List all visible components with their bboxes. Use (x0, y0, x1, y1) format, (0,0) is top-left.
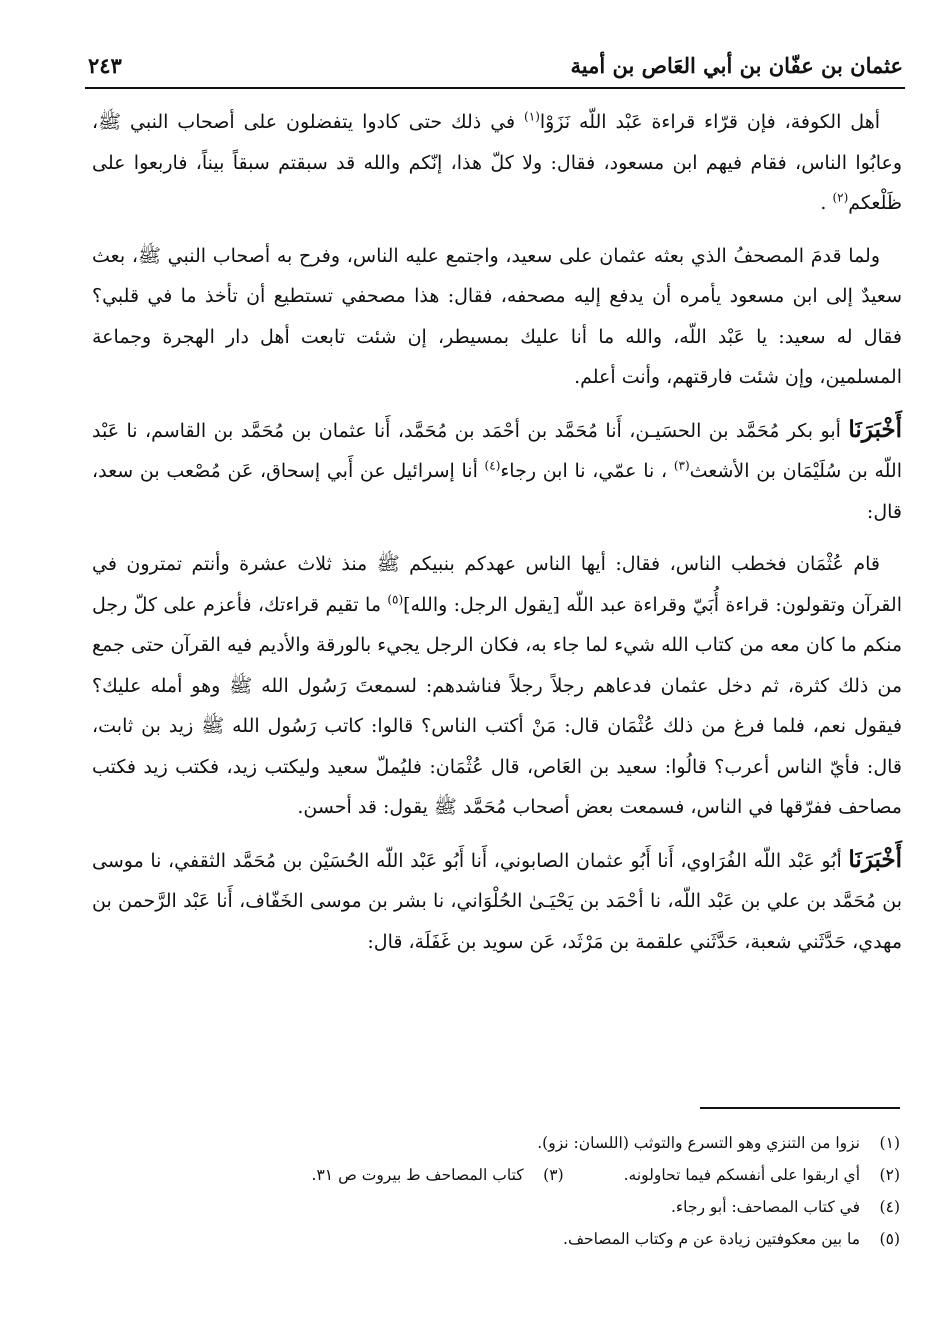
isnad-paragraph: أَخْبَرَنَا أبُو عَبْد اللّه الفُرَاوي، أَنا أَبُو عثمان الصابوني، أَنا أَبُو عَبْد اللّه الحُسَيْن بن مُحَمَّد الثقفي، نا موسى بن مُحَمَّد بن علي بن عَبْد اللّه، نا أحْمَد بن يَحْيَـىٰ الحُلْوَاني، نا بشر بن موسى الخَفّاف، أَنا عَبْد الرَّحمن بن مهدي، حَدَّثَني شعبة، حَدَّثَني علقمة بن مَرْثَد، عَن سويد بن غَفَلَة، قال: (92, 845, 902, 953)
footnotes (92, 1127, 900, 1255)
footnote: (٥) ما بين معكوفتين زيادة عن م وكتاب المصاحف. (563, 1230, 900, 1248)
isnad-lead: أَخْبَرَنَا (848, 415, 902, 443)
footnote-marker: (٤) (484, 458, 501, 473)
main-text (92, 102, 902, 974)
paragraph: ولما قدمَ المصحفُ الذي بعثه عثمان على سعيد، واجتمع عليه الناس، وفرح به أصحاب النبي ﷺ، بعث سعيدٌ إلى ابن مسعود يأمره أن يدفع إليه مصحفه، فقال: هذا مصحفي تستطيع أن تأخذ ما في قلبي؟ فقال له سعيد: يا عَبْد اللّه، والله ما أنا عليك بمسيطر، إن شئت تابعت أهل دار الهجرة وجماعة المسلمين، وإن شئت فارقتهم، وأنت أعلم. (92, 244, 902, 388)
footnote-marker: (٥) (387, 592, 404, 607)
footnote-rule (700, 1107, 900, 1109)
footnote-marker: (١) (524, 109, 540, 124)
isnad-lead: أَخْبَرَنَا (848, 845, 902, 873)
paragraph: قام عُثْمَان فخطب الناس، فقال: أيها الناس عهدكم بنبيكم ﷺ منذ ثلاث عشرة وأنتم تمترون في القرآن وتقولون: قراءة أُبَيّ وقراءة عبد اللّه [يقول الرجل: والله]$^{(٥)}$ ما تقيم قراءتك، فأعزم على كلّ رجل منكم ما كان معه من كتاب الله شيء لما جاء به، فكان الرجل يجيء بالورقة والأديم فيه القرآن حتى جمع من ذلك كثرة، ثم دخل عثمان فدعاهم رجلاً رجلاً فناشدهم: لسمعتَ رَسُول الله ﷺ وهو أمله عليك؟ فيقول نعم، فلما فرغ من ذلك عُثْمَان قال: مَنْ أكتب الناس؟ قالوا: كاتب رَسُول الله ﷺ زيد بن ثابت، قال: فأيّ الناس أعرب؟ قالُوا: سعيد بن العَاص، قال عُثْمَان: فليُملّ سعيد وليكتب زيد، فكتب زيد فكتب مصاحف ففرّقها في الناس، فسمعت بعض أصحاب مُحَمَّد ﷺ يقول: قد أحسن. (92, 553, 902, 818)
footnote-marker: (٢) (832, 190, 849, 205)
footnote-marker: (٣) (673, 458, 690, 473)
footnote: (٤) في كتاب المصاحف: أبو رجاء. (670, 1198, 900, 1216)
page-number: ٢٤٣ (88, 52, 122, 78)
footnote: (١) نزوا من التنزي وهو التسرع والتوثب (اللسان: نزو). (537, 1134, 900, 1152)
footnote: (٢) أي اربقوا على أنفسكم فيما تحاولونه. (٣) كتاب المصاحف ط بيروت ص ٣١. (311, 1166, 900, 1184)
running-title: عثمان بن عفّان بن أبي العَاص بن أمية (570, 52, 903, 78)
header-rule (85, 87, 905, 89)
running-header (88, 48, 903, 82)
isnad-paragraph: أَخْبَرَنَا أبو بكر مُحَمَّد بن الحسَيـن، أَنا مُحَمَّد بن أحْمَد بن مُحَمَّد، أَنا عثمان بن مُحَمَّد بن القاسم، نا عَبْد اللّه بن سُلَيْمَان بن الأشعث$^{(٣)}$ ، نا عمّي، نا ابن رجاء$^{(٤)}$ أنا إسرائيل عن أَبي إسحاق، عَن مُصْعب بن سعد، قال: (92, 415, 902, 523)
paragraph: أهل الكوفة، فإن قرّاء قراءة عَبْد اللّه نَزَوْا$^{(١)}$ في ذلك حتى كادوا يتفضلون على أصحاب النبي ﷺ، وعابُوا الناس، فقام فيهم ابن مسعود، فقال: ولا كلّ هذا، إنّكم والله قد سبقتم سبقاً بيناً، فاربعوا على ظَلْعكم$^{(٢)}$ . (92, 109, 902, 214)
